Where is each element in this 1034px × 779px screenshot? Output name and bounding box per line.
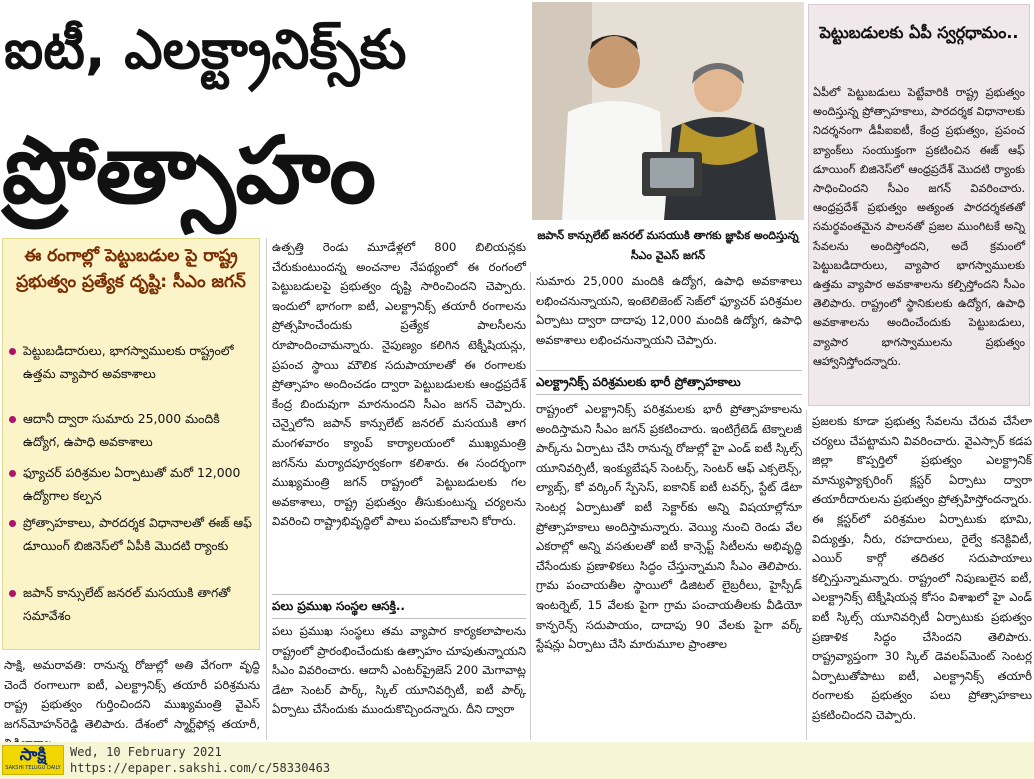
sidebar-body: ఏపీలో పెట్టుబడులు పెట్టేవారికి రాష్ట్ర ప్రభుత్వం అందిస్తున్న ప్రోత్సాహకాలు, పారదర్శక విధానాలకు నిదర్శనంగా డీపీఐఐటీ, కేంద్ర ప్రభుత్వం, ప్రపంచ బ్యాంక్‌లు సంయుక్తంగా ప్రకటించిన ఈజ్‌ ఆఫ్‌ డూయింగ్‌ బిజినెస్‌లో ఆంధ్రప్రదేశ్‌ మొదటి ర్యాంకు సాధించిందని సీఎం జగన్‌ వివరించారు. ఆంధ్రప్రదేశ్‌ ప్రభుత్వం అత్యంత పారదర్శకతతో సమర్థవంతమైన పాలనతో ప్రజల ముంగిటకే అన్ని సేవలను అందిస్తోందని, అదే క్రమంలో పెట్టుబడిదారులు, వ్యాపార భాగస్వాములకు ఉత్తమ వ్యాపార అవకాశాలను కల్పిస్తోందని సీఎం తెలిపారు. రాష్ట్రంలో స్థానికులకు ఉద్యోగ, ఉపాధి అవకాశాలను అందించేందుకు పెట్టుబడులు, వ్యాపార భాగస్వాములను ప్రభుత్వం ఆహ్వానిస్తోందన్నారు. <box>813 86 1025 368</box>
logo-text: సాక్షి <box>19 745 47 765</box>
column-divider <box>806 410 807 740</box>
highlights-box <box>2 238 260 650</box>
highlight-text: జపాన్‌ కాన్సులేట్‌ జనరల్‌ మసయుకి తాగతో సమావేశం <box>23 585 231 623</box>
column-divider <box>530 272 531 740</box>
highlights-title: ఈ రంగాల్లో పెట్టుబడుల పై రాష్ట్ర ప్రభుత్వం ప్రత్యేక దృష్టి: సీఎం జగన్‌ <box>16 246 246 292</box>
headline-line-1: ఐటీ, ఎలక్ట్రానిక్స్‌కు <box>4 18 407 81</box>
article-col3-text: సుమారు 25,000 మందికి ఉద్యోగ, ఉపాధి అవకాశాలు లభించనున్నాయని, ఇంటెలిజెంట్‌ సెజ్‌లో ఫ్యూచర్‌ పరిశ్రమల ఏర్పాటు ద్వారా దాదాపు 12,000 మందికి ఉద్యోగ, ఉపాధి అవకాశాలు లభించనున్నాయని చెప్పారు. <box>536 274 802 347</box>
highlight-item <box>9 581 255 627</box>
section-rule <box>272 618 526 619</box>
sidebar-title: పెట్టుబడులకు ఏపీ స్వర్గధామం.. <box>819 23 1019 42</box>
headline-line-2: ప్రోత్సాహం <box>2 117 377 224</box>
highlight-item <box>9 511 255 557</box>
article-col2-text: ఉత్పత్తి రెండు మూడేళ్లలో 800 బిలియన్లకు చేరుకుంటుందన్న అంచనాల నేపథ్యంలో ఈ రంగంలో పెట్టుబడులపై ప్రభుత్వం దృష్టి సారించిందని చెప్పారు. ఇందులో భాగంగా ఐటీ, ఎలక్ట్రానిక్స్‌ తయారీ రంగాలను ప్రోత్సహించేందుకు ప్రత్యేక పాలసీలను రూపొందించామన్నారు. నైపుణ్యం కలిగిన టెక్నీషియన్లు, ప్రపంచ స్థాయి మౌలిక సదుపాయాలతో ఈ రంగాలకు ప్రోత్సాహం అందించడం ద్వారా పెట్టుబడులకు ఆంధ్రప్రదేశ్‌ కేంద్ర బిందువుగా మారనుందని సీఎం జగన్‌ చెప్పారు. చెన్నైలోని జపాన్‌ కాన్సులేట్‌ జనరల్‌ మసయుకి తాగ మంగళవారం క్యాంప్‌ కార్యాలయంలో ముఖ్యమంత్రి జగన్‌ను మర్యాదపూర్వకంగా కలిశారు. ఈ సందర్భంగా ముఖ్యమంత్రి జగన్‌ రాష్ట్రంలో పెట్టుబడులకు గల అవకాశాలు, రాష్ట్ర ప్రభుత్వం తీసుకుంటున్న చర్యలను వివరించి రాష్ట్రాభివృద్ధిలో పాలు పంచుకోవాలని కోరారు. <box>272 240 526 529</box>
subheading-electronics: ఎలక్ట్రానిక్స్‌ పరిశ్రమలకు భారీ ప్రోత్సాహకాలు <box>536 375 741 389</box>
article-col3-bottom-text: రాష్ట్రంలో ఎలక్ట్రానిక్స్‌ పరిశ్రమలకు భారీ ప్రోత్సాహకాలను అందిస్తామని సీఎం జగన్‌ ప్రకటించారు. ఇంటిగ్రేటెడ్‌ టెక్నాలజీ పార్క్‌ను ఏర్పాటు చేసి రానున్న రోజుల్లో హై ఎండ్‌ ఐటీ స్కిల్స్‌ యూనివర్సిటీ, ఇంక్యుబేషన్‌ సెంటర్స్, సెంటర్‌ ఆఫ్‌ ఎక్సలెన్స్, ల్యాబ్స్, కో వర్కింగ్‌ స్పేసెస్, ఐకానిక్‌ ఐటీ టవర్స్, స్టేట్‌ డేటా సెంటర్ల ఏర్పాటుతో ఐటీ సెక్టార్‌కు అన్ని విషయాల్లోనూ ప్రోత్సాహకాలు అందిస్తామన్నారు. వెయ్యి నుంచి రెండు వేల ఎకరాల్లో అన్ని వసతులతో ఐటీ కాన్సెప్ట్‌ సిటీలను అభివృద్ధి చేసేందుకు ప్రణాళికలు సిద్ధం చేస్తున్నామని సీఎం తెలిపారు. గ్రామ పంచాయతీల స్థాయిలో డిజిటల్‌ లైబ్రరీలు, హైస్పీడ్‌ ఇంటర్నెట్, 15 వేలకు పైగా గ్రామ పంచాయతీలకు వీడియో కాన్ఫరెన్స్‌ సదుపాయం, దాదాపు 90 వేలకు పైగా వర్క్‌ స్టేషన్లు ఏర్పాటు చేసి మారుమూల ప్రాంతాల <box>536 402 802 652</box>
section-rule <box>536 394 802 395</box>
highlight-item <box>9 407 255 453</box>
logo-subtext: SAKSHI TELUGU DAILY <box>5 765 61 771</box>
subheading-interest: పలు ప్రముఖ సంస్థల ఆసక్తి.. <box>272 599 405 613</box>
highlight-item <box>9 461 255 507</box>
section-rule <box>272 594 526 595</box>
highlight-text: ఫ్యూచర్‌ పరిశ్రమల ఏర్పాటుతో మరో 12,000 ఉద్యోగాల కల్పన <box>23 465 241 503</box>
section-rule <box>536 370 802 371</box>
news-photo <box>532 2 804 220</box>
article-col1-text: సాక్షి, అమరావతి: రానున్న రోజుల్లో అతి వేగంగా వృద్ధి చెందే రంగాలుగా ఐటీ, ఎలక్ట్రానిక్స్‌ తయారీ పరిశ్రమను రాష్ట్ర ప్రభుత్వం గుర్తించిందని ముఖ్యమంత్రి వైఎస్‌ జగన్‌మోహన్‌రెడ్డి తెలిపారు. దేశంలో స్మార్ట్‌ఫోన్ల తయారీ, <box>4 658 260 731</box>
highlight-text: ప్రోత్సాహకాలు, పారదర్శక విధానాలతో ఈజ్‌ ఆఫ్‌ డూయింగ్‌ బిజినెస్‌లో ఏపీకి మొదటి ర్యాంకు <box>23 515 252 553</box>
bullet-icon <box>9 348 16 355</box>
epaper-footer <box>0 742 1034 779</box>
publish-date: Wed, 10 February 2021 <box>70 745 222 759</box>
sidebar-box <box>808 4 1030 406</box>
photo-illustration <box>532 2 804 220</box>
highlight-text: ఆదానీ ద్వారా సుమారు 25,000 మందికి ఉద్యోగ, ఉపాధి అవకాశాలు <box>23 411 220 449</box>
epaper-link[interactable]: https://epaper.sakshi.com/c/58330463 <box>70 761 331 775</box>
article-col4-text: ప్రజలకు కూడా ప్రభుత్వ సేవలను చేరువ చేసేలా చర్యలు చేపట్టామని వివరించారు. వైఎస్సార్‌ కడప జిల్లా కొప్పర్తిలో ప్రభుత్వం ఎలక్ట్రానిక్‌ మాన్యుఫ్యాక్చరింగ్‌ క్లస్టర్‌ ఏర్పాటు ద్వారా తయారీదారులను ప్రభుత్వం ప్రోత్సహిస్తోందన్నారు. ఈ క్లస్టర్‌లో పరిశ్రమల ఏర్పాటుకు భూమి, విద్యుత్తు, నీరు, రహదారులు, రైల్వే కనెక్టివిటీ, ఎయిర్‌ కార్గో తదితర సదుపాయాలు కల్పిస్తున్నామన్నారు. రాష్ట్రంలో నిపుణులైన ఐటీ, ఎలక్ట్రానిక్స్‌ టెక్నీషియన్ల కోసం విశాఖలో హై ఎండ్‌ ఐటీ స్కిల్స్‌ యూనివర్సిటీ ఏర్పాటుకు ప్రభుత్వం ప్రణాళిక సిద్ధం చేసిందని తెలిపారు. రాష్ట్రవ్యాప్తంగా 30 స్కిల్‌ డెవలప్‌మెంట్‌ సెంటర్ల ఏర్పాటుతోపాటు ఐటీ, ఎలక్ట్రానిక్స్‌ తయారీ రంగాలకు ప్రభుత్వం పలు ప్రోత్సాహకాలు ప్రకటించిందని చెప్పారు. <box>812 414 1032 722</box>
bullet-icon <box>9 470 16 477</box>
article-col2-bottom-text: పలు ప్రముఖ సంస్థలు తమ వ్యాపార కార్యకలాపాలను రాష్ట్రంలో ప్రారంభించేందుకు ఉత్సాహం చూపుతున్నాయని సీఎం వివరించారు. ఆదానీ ఎంటర్‌ప్రైజెస్‌ 200 మెగావాట్ల డేటా సెంటర్‌ పార్క్, స్కిల్‌ యూనివర్సిటీ, ఐటీ పార్క్‌ ఏర్పాటు చేసేందుకు ముందుకొచ్చిందన్నారు. దీని ద్వారా <box>272 624 526 717</box>
bullet-icon <box>9 520 16 527</box>
highlight-text: పెట్టుబడిదారులు, భాగస్వాములకు రాష్ట్రంలో ఉత్తమ వ్యాపార అవకాశాలు <box>23 343 234 381</box>
highlight-item <box>9 339 255 385</box>
bullet-icon <box>9 590 16 597</box>
bullet-icon <box>9 416 16 423</box>
photo-caption: జపాన్‌ కాన్సులేట్‌ జనరల్‌ మసయుకి తాగకు జ్ఞాపిక అందిస్తున్న సీఎం వైఎస్‌ జగన్‌ <box>537 229 799 262</box>
sakshi-logo[interactable] <box>2 745 64 775</box>
column-divider <box>266 238 267 740</box>
